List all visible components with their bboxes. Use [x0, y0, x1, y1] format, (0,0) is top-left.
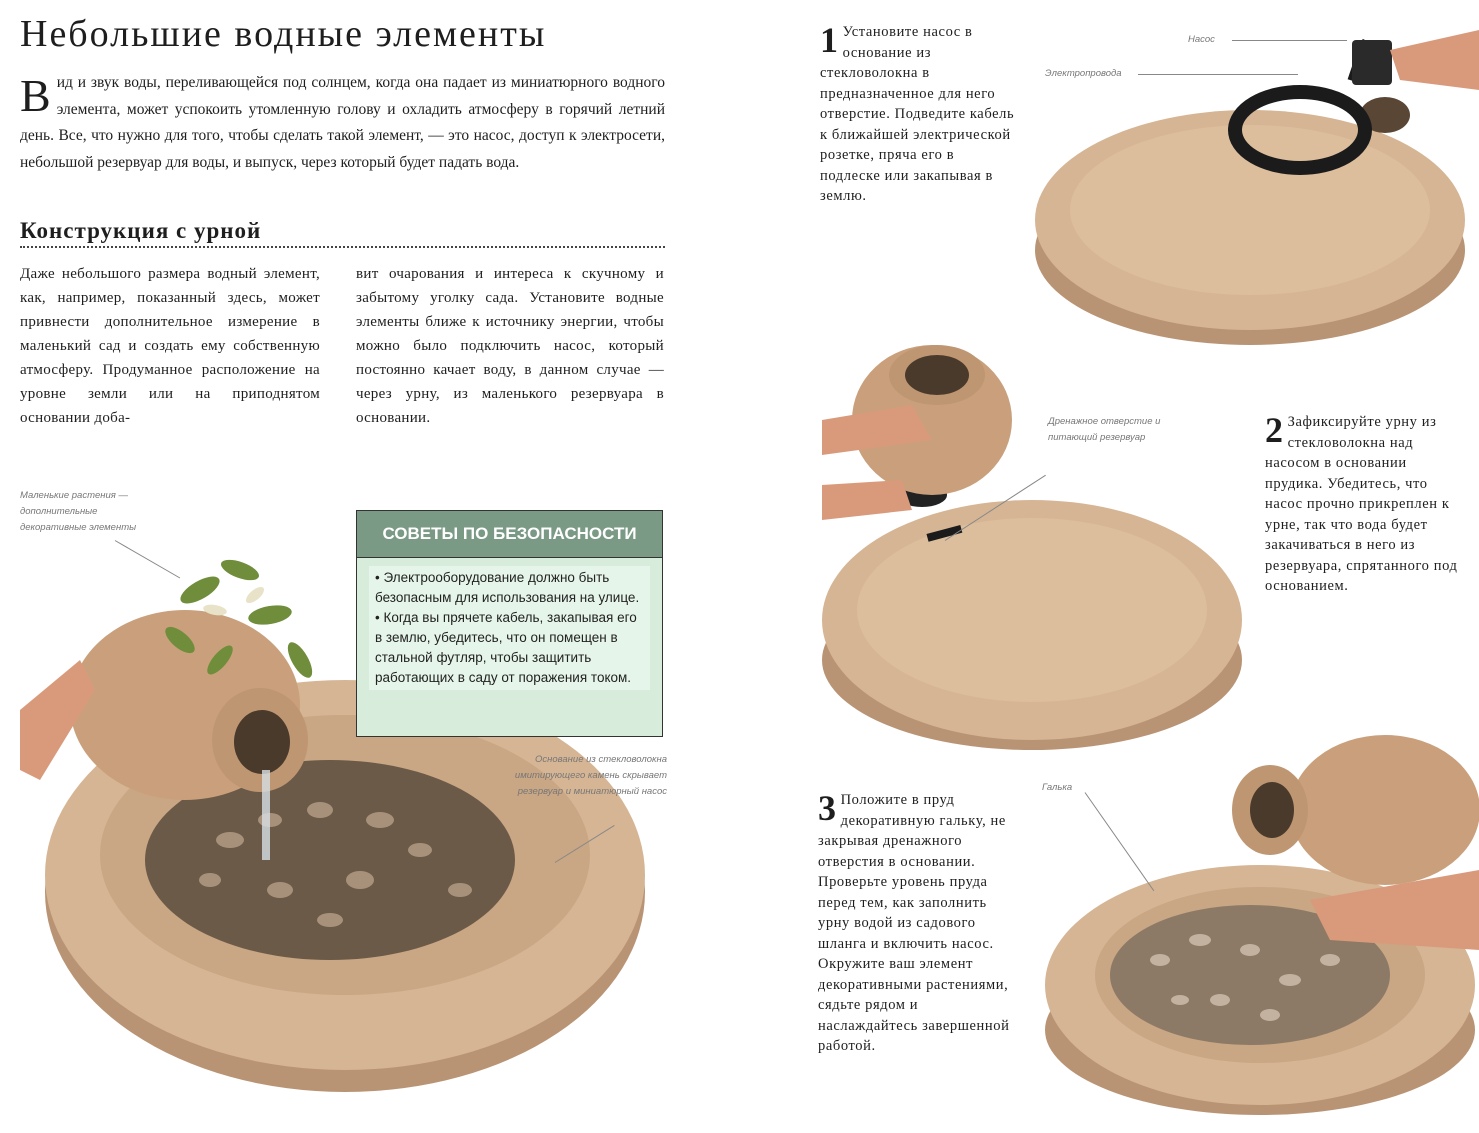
- caption-plants: Маленькие растения — дополнительные декоративные элементы: [20, 490, 137, 533]
- leader-wires: [1138, 74, 1298, 75]
- caption-pump: Насос: [1188, 34, 1215, 45]
- safety-tip-2: • Когда вы прячете кабель, закапывая его в землю, убедитесь, что он помещен в стальной футляр, чтобы защитить работающих в саду от поражения током.: [375, 610, 637, 685]
- step-2-illustration: [822, 320, 1252, 760]
- section-subheading: Конструкция с урной: [20, 218, 262, 243]
- dropcap: В: [20, 70, 51, 121]
- intro-text: ид и звук воды, переливающейся под солнцем, когда она падает из миниатюрного водного элемента, может успокоить утомленную голову и охладить атмосферу в горячий летний день. Все, что нужно для того, чтобы сделать такой элемент, — это насос, доступ к электросети, небольшой резервуар для воды, и выпуск, через который будет падать вода.: [20, 74, 665, 171]
- leader-pump: [1232, 40, 1347, 41]
- safety-heading: СОВЕТЫ ПО БЕЗОПАСНОСТИ: [357, 511, 662, 558]
- body-column-1: Даже небольшого размера водный элемент, как, например, показанный здесь, может привнести дополнительное измерение в маленький сад и создать ему собственную атмосферу. Продуманное расположение на уровне земли или на приподнятом основании доба-: [20, 266, 320, 426]
- step-3-illustration: [1040, 720, 1479, 1120]
- step-1: [820, 22, 1015, 207]
- caption-pebbles: Галька: [1042, 782, 1073, 793]
- step-3-text: Положите в пруд декоративную гальку, не закрывая дренажного отверстия в основании. Проверьте уровень пруда перед тем, как заполнить урну водой из садового шланга и включить насос. Окружите ваш элемент декоративными растениями, сядьте рядом и наслаждайтесь завершенной работой.: [818, 792, 1010, 1054]
- step-2-text: Зафиксируйте урну из стекловолокна над насосом в основании прудика. Убедитесь, что насос прочно прикреплен к урне, так что вода будет закачиваться в него из резервуара, спрятанного под основанием.: [1265, 414, 1458, 594]
- safety-tips-box: [356, 510, 663, 737]
- caption-base: Основание из стекловолокна имитирующего камень скрывает резервуар и миниатюрный насос: [514, 754, 667, 797]
- caption-drain: Дренажное отверстие и питающий резервуар: [1048, 416, 1161, 443]
- step-1-text: Установите насос в основание из стекловолокна в предназначенное для него отверстие. Подведите кабель к ближайшей электрической розетке, пряча его в подлеске или закапывая в землю.: [820, 24, 1015, 204]
- dotted-rule: [20, 246, 665, 248]
- step-3: [818, 790, 1018, 1057]
- step-1-number: 1: [820, 20, 839, 60]
- step-2: [1265, 412, 1465, 597]
- caption-wires: Электропровода: [1045, 68, 1122, 79]
- intro-paragraph: [20, 70, 665, 176]
- safety-tip-1: • Электрооборудование должно быть безопасным для использования на улице.: [375, 570, 640, 605]
- step-2-number: 2: [1265, 410, 1284, 450]
- step-3-number: 3: [818, 788, 837, 828]
- page-title: Небольшие водные элементы: [20, 13, 547, 55]
- body-column-2: вит очарования и интереса к скучному и забытому уголку сада. Установите водные элементы ближе к источнику энергии, чтобы можно было подключить насос, который постоянно качает воду, в данном случае — через урну, из маленького резервуара в основании.: [356, 266, 664, 426]
- safety-body: [369, 566, 650, 690]
